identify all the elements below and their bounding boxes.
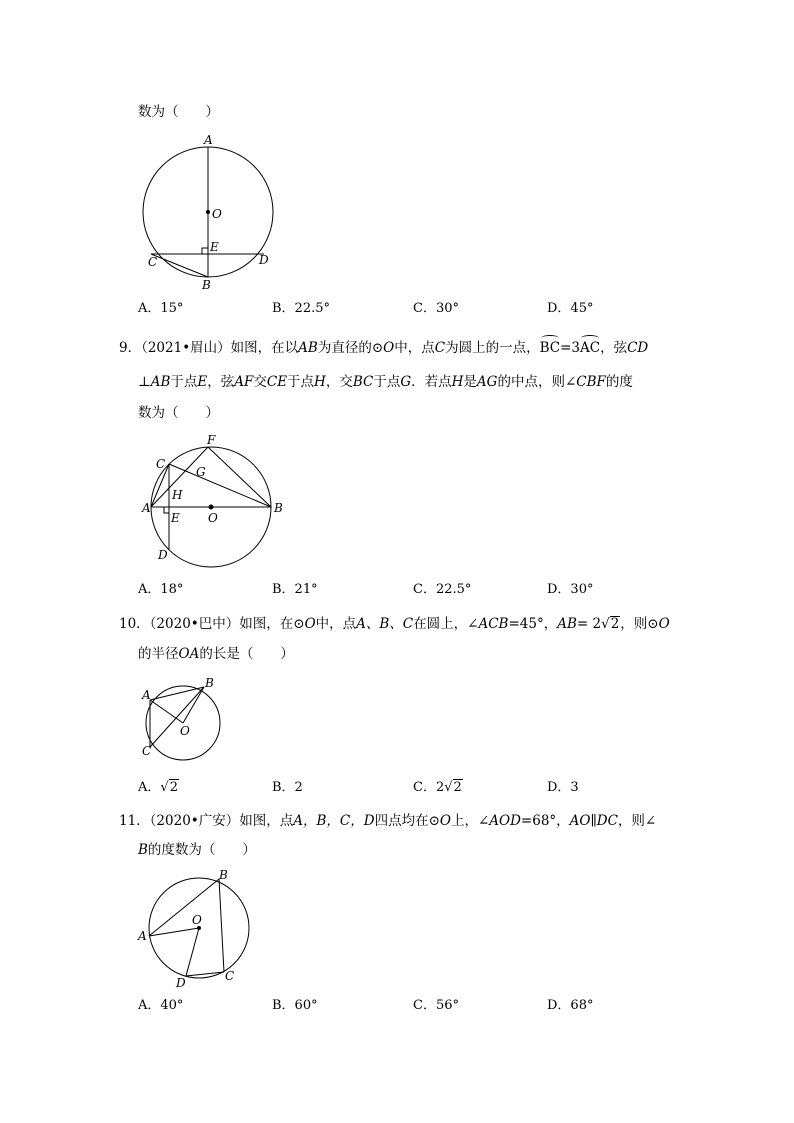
q8-option-d[interactable]: D．45° [547, 301, 594, 316]
q8-label-c: C [148, 255, 158, 269]
q8-label-b: B [202, 278, 211, 292]
q11-label-c: C [225, 969, 235, 983]
q9-option-b[interactable]: B．21° [272, 582, 318, 597]
q10-segment-ob [183, 687, 204, 723]
q11-stem-line1: 11．（2020•广安）如图，点A，B，C，D四点均在⊙O上，∠AOD=68°，AO∥DC，则∠ [119, 813, 657, 829]
q10-stem-line2: 的半径OA的长是（ ） [138, 646, 294, 662]
q11-option-b[interactable]: B．60° [272, 998, 318, 1013]
q10-option-d[interactable]: D．3 [547, 780, 579, 795]
q9-option-d[interactable]: D．30° [547, 582, 594, 597]
q9-label-c: C [156, 457, 166, 471]
q11-label-o: O [192, 913, 202, 927]
q9-figure [140, 432, 290, 567]
q9-label-a: A [142, 501, 151, 515]
q10-segment-ab [150, 687, 204, 700]
q8-center-dot [206, 210, 210, 214]
q9-label-o: O [208, 511, 218, 525]
q11-segment-bc [219, 879, 224, 972]
q11-option-c[interactable]: C．56° [413, 998, 459, 1013]
q9-stem-line2: ⊥AB于点E，弦AF交CE于点H，交BC于点G．若点H是AG的中点，则∠CBF的度 [138, 374, 633, 390]
q11-label-d: D [176, 976, 186, 990]
q10-label-a: A [142, 688, 151, 702]
q11-label-b: B [219, 868, 228, 882]
q8-chord-cb [151, 254, 208, 277]
q8-label-e: E [210, 240, 219, 254]
q8-option-b[interactable]: B．22.5° [272, 301, 330, 316]
q9-label-h: H [172, 488, 183, 502]
q9-option-a[interactable]: A．18° [138, 582, 184, 597]
q10-option-c[interactable]: C．2√2 [413, 780, 462, 795]
q9-label-b: B [274, 501, 283, 515]
q9-center-dot [209, 505, 214, 510]
q9-option-c[interactable]: C．22.5° [413, 582, 472, 597]
q9-stem-line3: 数为（ ） [138, 405, 219, 421]
q10-option-a[interactable]: A．√2 [138, 780, 178, 795]
q8-label-o: O [212, 207, 222, 221]
q9-label-d: D [158, 548, 168, 562]
q8-label-d: D [259, 253, 269, 267]
q11-label-a: A [138, 929, 147, 943]
q9-chord-fb [208, 447, 271, 507]
q8-option-c[interactable]: C．30° [413, 301, 459, 316]
q9-label-f: F [207, 433, 216, 447]
q9-stem-line1: 9．（2021•眉山）如图，在以AB为直径的⊙O中，点C为圆上的一点，BC=3AC，弦CD [119, 340, 649, 356]
q10-label-o: O [180, 724, 190, 738]
q9-label-e: E [171, 511, 180, 525]
q8-stem-tail: 数为（ ） [138, 104, 219, 120]
q10-figure [138, 675, 233, 765]
q11-option-d[interactable]: D．68° [547, 998, 594, 1013]
q10-label-c: C [142, 744, 152, 758]
q10-stem-line1: 10．（2020•巴中）如图，在⊙O中，点A、B、C在圆上，∠ACB=45°，AB= 2√2，则⊙O [119, 616, 670, 632]
q10-segment-oa [150, 700, 183, 723]
q8-figure [135, 130, 285, 295]
q9-right-angle-mark [164, 507, 169, 513]
q11-segment-ab [149, 879, 219, 936]
q8-label-a: A [204, 133, 213, 147]
q9-chord-cb [169, 464, 271, 507]
q10-label-b: B [205, 676, 214, 690]
q10-option-b[interactable]: B．2 [272, 780, 303, 795]
q8-right-angle-mark [202, 248, 208, 254]
q11-option-a[interactable]: A．40° [138, 998, 184, 1013]
q11-segment-od [186, 928, 199, 976]
q11-segment-ao [149, 928, 199, 936]
q11-figure [136, 866, 256, 991]
q8-option-a[interactable]: A．15° [138, 301, 184, 316]
q11-stem-line2: B的度数为（ ） [138, 842, 256, 858]
q9-label-g: G [196, 465, 206, 479]
